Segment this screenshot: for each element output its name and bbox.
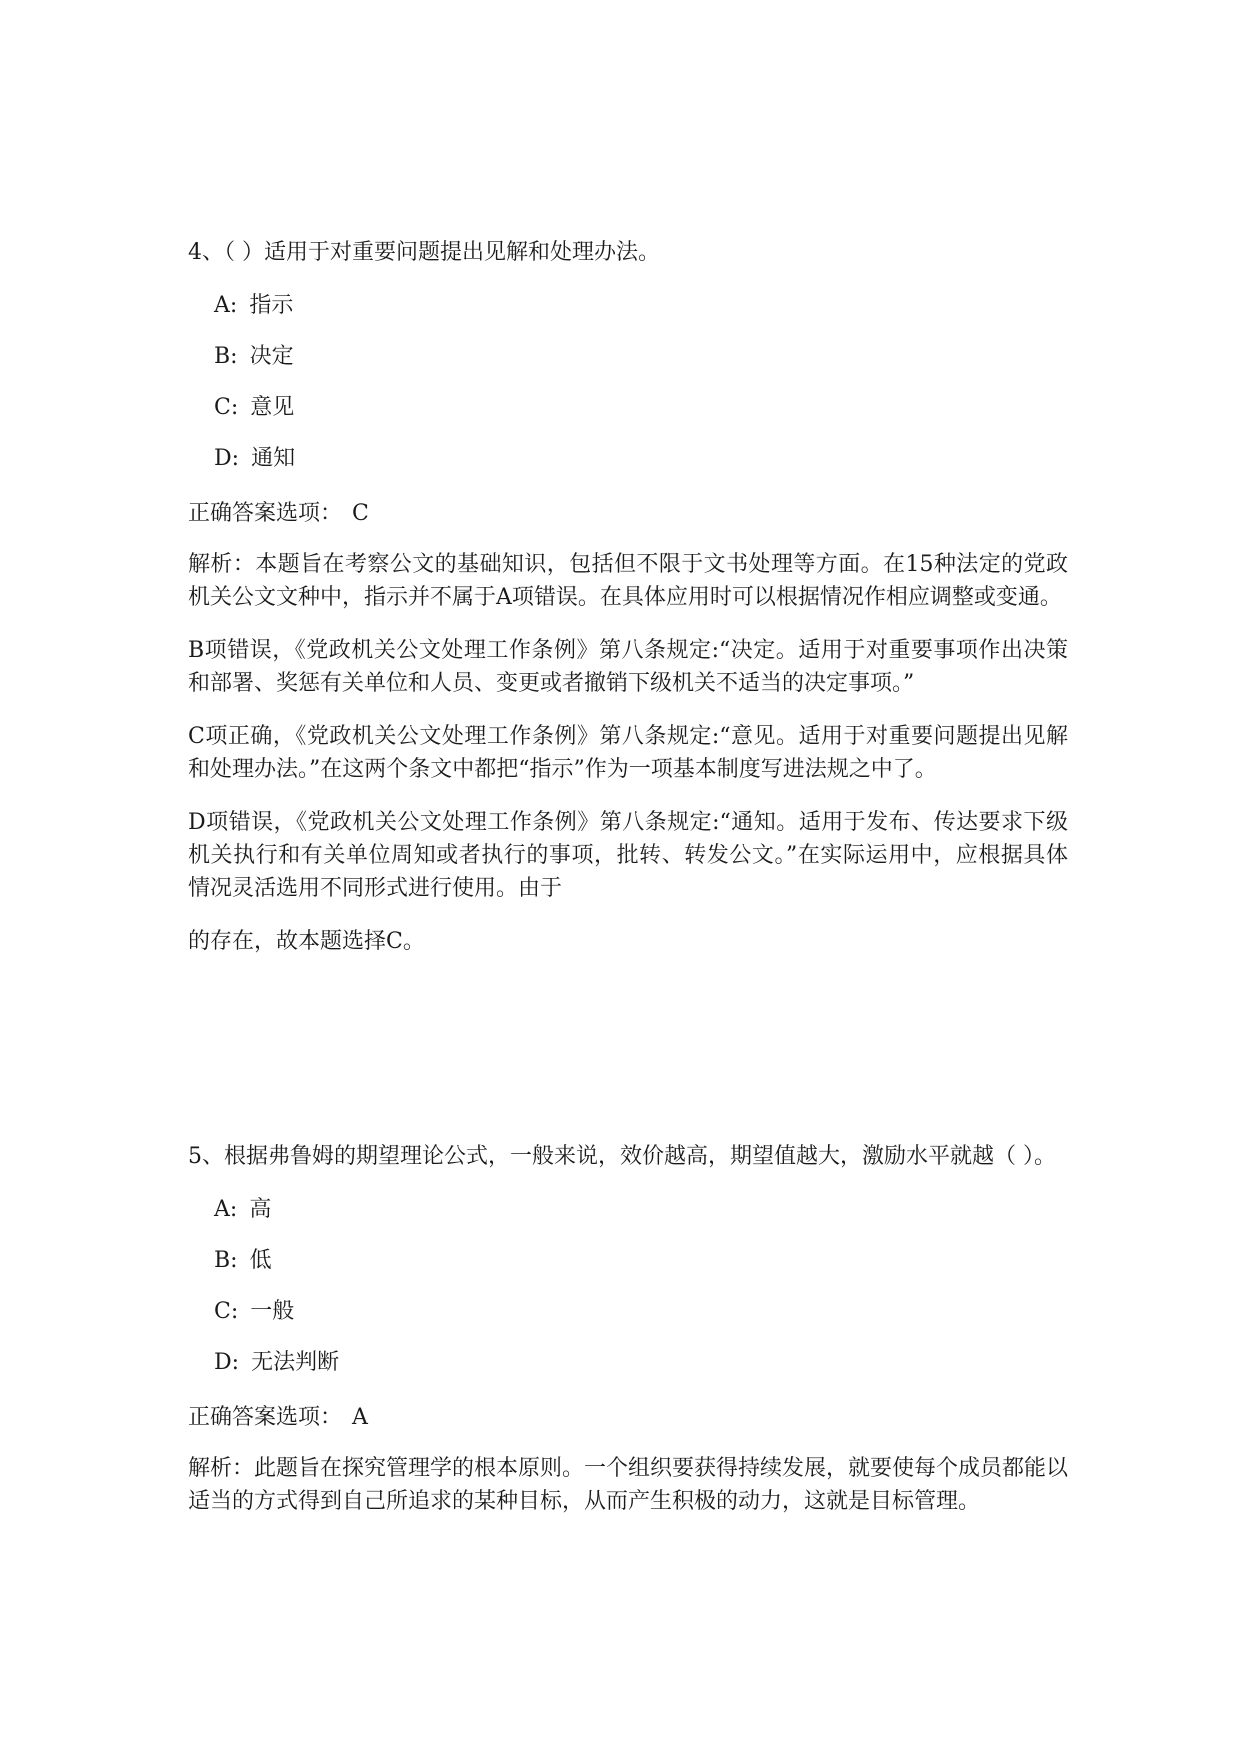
- option-text: 无法判断: [251, 1350, 340, 1375]
- option-b: [214, 340, 1068, 373]
- analysis-paragraph: 解析：本题旨在考察公文的基础知识，包括但不限于文书处理等方面。在15种法定的党政机关公文文种中，指示并不属于A项错误。在具体应用时可以根据情况作相应调整或变通。: [188, 552, 1068, 610]
- option-text: 指示: [249, 293, 294, 318]
- option-letter: D:: [214, 446, 240, 471]
- option-letter: B:: [214, 344, 238, 369]
- option-letter: A:: [214, 293, 238, 318]
- option-a: [214, 289, 1068, 322]
- option-letter: C:: [214, 1299, 239, 1324]
- question-stem: 5、根据弗鲁姆的期望理论公式，一般来说，效价越高，期望值越大，激励水平就越（ ）。: [188, 1144, 1056, 1169]
- correct-answer: [188, 497, 1068, 530]
- option-d: [214, 1346, 1068, 1379]
- analysis-paragraph: 的存在，故本题选择C。: [188, 929, 425, 954]
- analysis-paragraph: D项错误，《党政机关公文处理工作条例》第八条规定:“通知。适用于发布、传达要求下级机关执行和有关单位周知或者执行的事项，批转、转发公文。”在实际运用中，应根据具体情况灵活选用不同形式进行使用。由于: [188, 810, 1068, 901]
- option-c: [214, 391, 1068, 424]
- analysis-paragraph: B项错误，《党政机关公文处理工作条例》第八条规定:“决定。适用于对重要事项作出决策和部署、奖惩有关单位和人员、变更或者撤销下级机关不适当的决定事项。”: [188, 638, 1068, 696]
- option-letter: C:: [214, 395, 239, 420]
- analysis-paragraph: 解析：此题旨在探究管理学的根本原则。一个组织要获得持续发展，就要使每个成员都能以适当的方式得到自己所追求的某种目标，从而产生积极的动力，这就是目标管理。: [188, 1456, 1069, 1514]
- option-b: [214, 1244, 1068, 1277]
- option-letter: D:: [214, 1350, 240, 1375]
- option-text: 低: [249, 1248, 272, 1273]
- analysis-paragraph: C项正确，《党政机关公文处理工作条例》第八条规定:“意见。适用于对重要问题提出见解和处理办法。”在这两个条文中都把“指示”作为一项基本制度写进法规之中了。: [188, 724, 1068, 782]
- option-text: 意见: [250, 395, 295, 420]
- question-block-5: [188, 1140, 1068, 1538]
- option-text: 通知: [251, 446, 296, 471]
- option-text: 决定: [249, 344, 294, 369]
- answer-value: C: [352, 501, 369, 526]
- option-text: 高: [249, 1197, 272, 1222]
- question-stem: 4、（ ）适用于对重要问题提出见解和处理办法。: [188, 240, 660, 265]
- answer-value: A: [352, 1405, 368, 1430]
- option-c: [214, 1295, 1068, 1328]
- answer-label: 正确答案选项：: [188, 1405, 343, 1430]
- answer-label: 正确答案选项：: [188, 501, 343, 526]
- correct-answer: [188, 1401, 1068, 1434]
- option-letter: B:: [214, 1248, 238, 1273]
- option-d: [214, 442, 1068, 475]
- option-letter: A:: [214, 1197, 238, 1222]
- option-a: [214, 1193, 1068, 1226]
- option-text: 一般: [250, 1299, 295, 1324]
- question-block-4: [188, 236, 1068, 978]
